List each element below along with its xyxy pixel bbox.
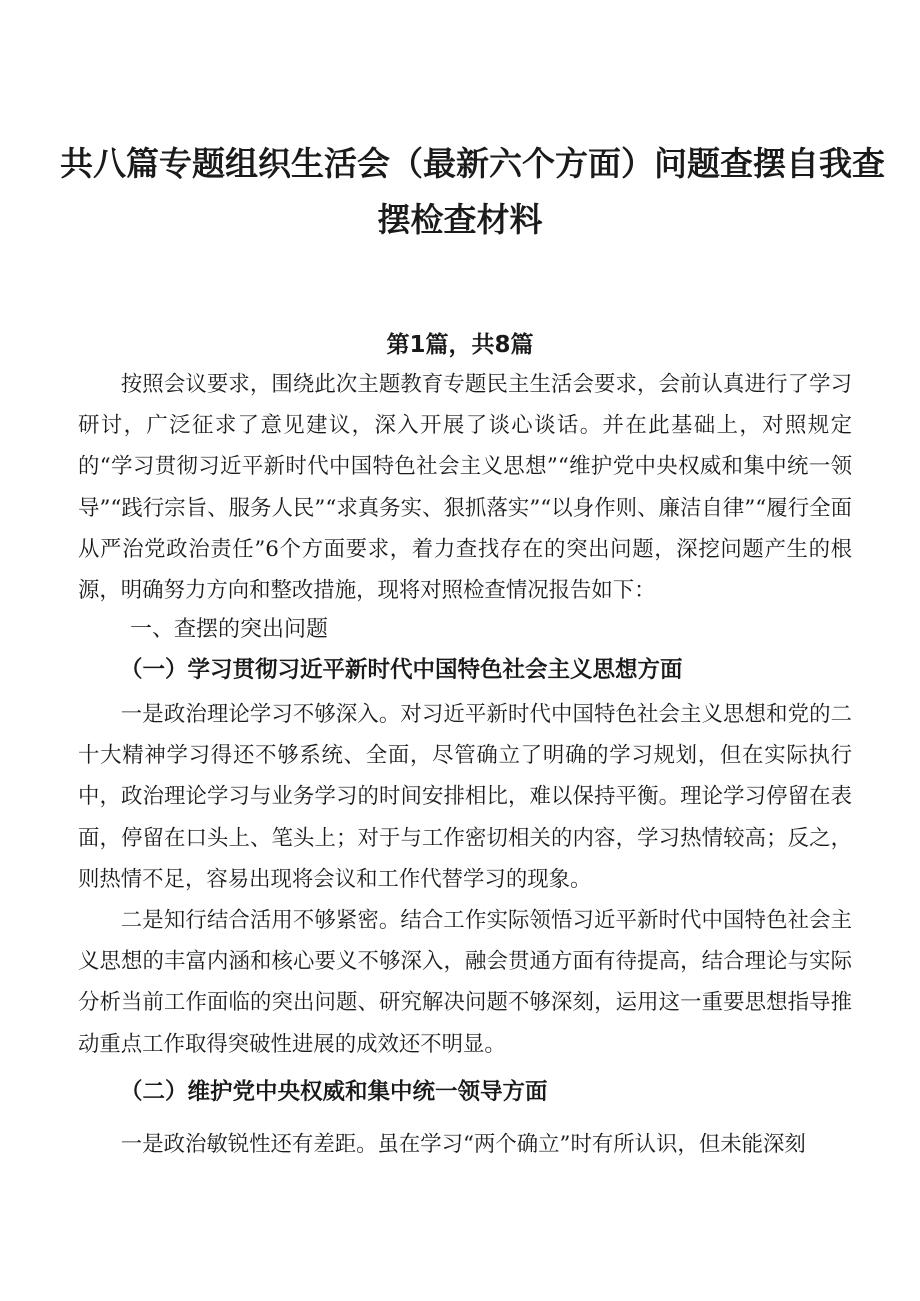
document-title-line-1: 共八篇专题组织生活会（最新六个方面）问题查摆自我查 <box>60 144 885 183</box>
intro-paragraph: 按照会议要求，围绕此次主题教育专题民主生活会要求，会前认真进行了学习研讨，广泛征求了意见建议，深入开展了谈心谈话。并在此基础上，对照规定的“学习贯彻习近平新时代中国特色社会主义思想”“维护党中央权威和集中统一领导”“践行宗旨、服务人民”“求真务实、狠抓落实”“以身作则、廉洁自律”“履行全面从严治党政治责任”6个方面要求，着力查找存在的突出问题，深挖问题产生的根源，明确努力方向和整改措施，现将对照检查情况报告如下： <box>78 372 852 604</box>
subsection-heading-1: （一）学习贯彻习近平新时代中国特色社会主义思想方面 <box>120 657 683 683</box>
subsection-1-paragraph-1: 一是政治理论学习不够深入。对习近平新时代中国特色社会主义思想和党的二十大精神学习得还不够系统、全面，尽管确立了明确的学习规划，但在实际执行中，政治理论学习与业务学习的时间安排相比，难以保持平衡。理论学习停留在表面，停留在口头上、笔头上；对于与工作密切相关的内容，学习热情较高；反之，则热情不足，容易出现将会议和工作代替学习的现象。 <box>78 702 852 892</box>
subsection-2-paragraph-1: 一是政治敏锐性还有差距。虽在学习“两个确立”时有所认识，但未能深刻 <box>120 1132 806 1157</box>
subsection-1-paragraph-2: 二是知行结合活用不够紧密。结合工作实际领悟习近平新时代中国特色社会主义思想的丰富内涵和核心要义不够深入，融会贯通方面有待提高，结合理论与实际分析当前工作面临的突出问题、研究解决问题不够深刻，运用这一重要思想指导推动重点工作取得突破性进展的成效还不明显。 <box>78 908 852 1057</box>
subsection-heading-2: （二）维护党中央权威和集中统一领导方面 <box>120 1079 548 1105</box>
section-heading-1: 一、查摆的突出问题 <box>130 617 329 642</box>
document-title-line-2: 摆检查材料 <box>377 200 543 239</box>
part-heading: 第1篇，共8篇 <box>386 332 534 358</box>
